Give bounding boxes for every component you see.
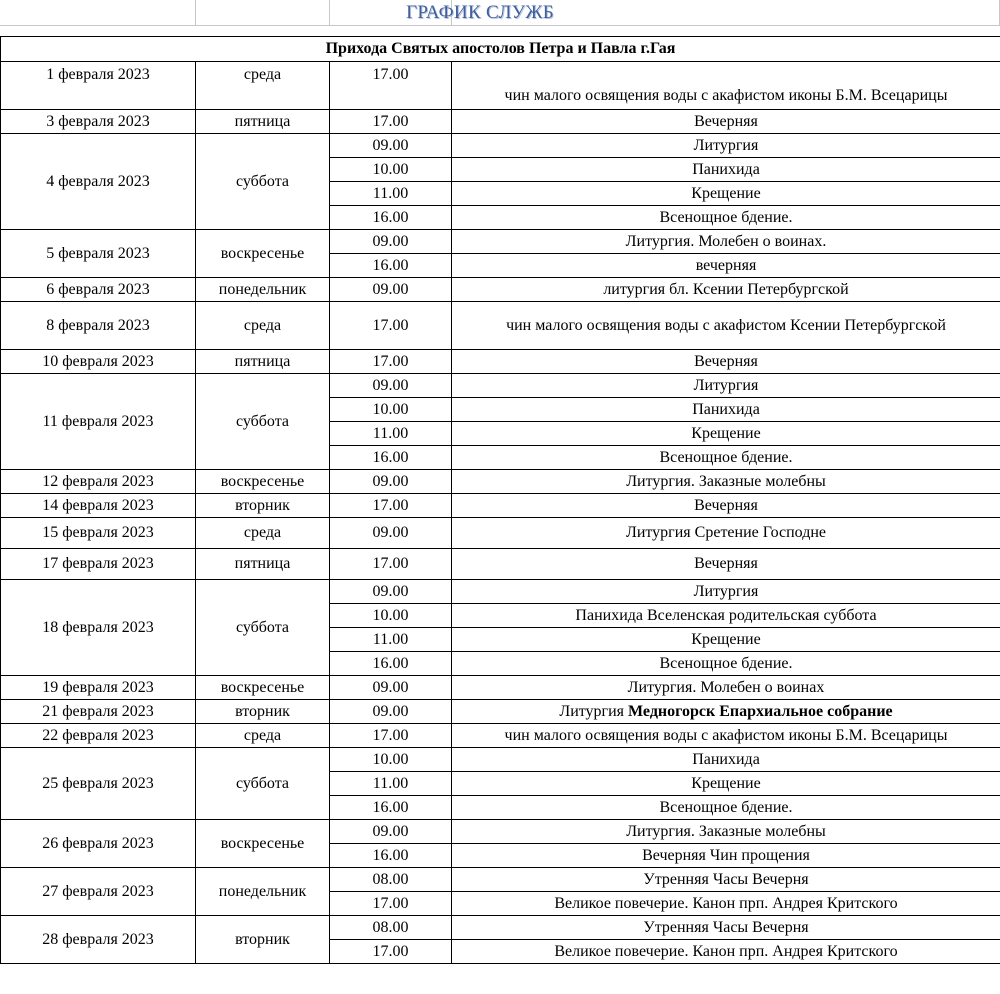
time-cell: 09.00 — [330, 278, 452, 302]
service-cell — [452, 748, 1000, 772]
time-cell: 09.00 — [330, 374, 452, 398]
service-cell — [452, 182, 1000, 206]
schedule-row — [1, 820, 1000, 844]
schedule-row — [1, 230, 1000, 254]
service-cell — [452, 940, 1000, 964]
time-cell: 17.00 — [330, 350, 452, 374]
time-cell: 08.00 — [330, 916, 452, 940]
weekday-cell: понедельник — [196, 278, 330, 302]
time-cell: 11.00 — [330, 182, 452, 206]
service-cell — [452, 446, 1000, 470]
service-text: Литургия Сретение Господне — [625, 524, 827, 541]
date-cell: 6 февраля 2023 — [1, 278, 196, 302]
service-cell — [452, 796, 1000, 820]
date-cell: 8 февраля 2023 — [1, 302, 196, 350]
service-text: Вечерняя — [694, 112, 758, 130]
service-text: Панихида — [692, 160, 760, 178]
date-cell: 10 февраля 2023 — [1, 350, 196, 374]
service-cell — [452, 494, 1000, 518]
service-text: чин малого освящения воды с акафистом иконы Б.М. Всецарицы — [504, 87, 948, 104]
schedule-row — [1, 549, 1000, 580]
service-cell — [452, 676, 1000, 700]
weekday-cell: воскресенье — [196, 470, 330, 494]
service-text: Литургия — [693, 136, 759, 154]
time-cell: 11.00 — [330, 772, 452, 796]
time-cell: 10.00 — [330, 748, 452, 772]
date-cell: 4 февраля 2023 — [1, 134, 196, 230]
service-cell — [452, 604, 1000, 628]
service-cell — [452, 724, 1000, 748]
service-cell — [452, 158, 1000, 182]
date-cell: 26 февраля 2023 — [1, 820, 196, 868]
service-cell — [452, 549, 1000, 580]
date-cell: 5 февраля 2023 — [1, 230, 196, 278]
time-cell: 16.00 — [330, 652, 452, 676]
weekday-cell: суббота — [196, 134, 330, 230]
time-cell: 09.00 — [330, 518, 452, 549]
schedule-row — [1, 748, 1000, 772]
schedule-row — [1, 700, 1000, 724]
service-text: Вечерняя — [694, 496, 758, 514]
date-cell: 22 февраля 2023 — [1, 724, 196, 748]
time-cell: 16.00 — [330, 844, 452, 868]
service-cell — [452, 820, 1000, 844]
schedule-row — [1, 374, 1000, 398]
weekday-cell: пятница — [196, 350, 330, 374]
grid-line — [0, 25, 1000, 26]
schedule-row — [1, 916, 1000, 940]
date-cell: 21 февраля 2023 — [1, 700, 196, 724]
service-cell — [452, 206, 1000, 230]
weekday-cell: вторник — [196, 700, 330, 724]
schedule-row — [1, 470, 1000, 494]
time-cell: 17.00 — [330, 62, 452, 110]
service-text: Панихида — [692, 750, 760, 768]
document-title: ГРАФИК СЛУЖБ — [406, 2, 554, 23]
service-cell — [452, 302, 1000, 350]
schedule-table — [0, 36, 1000, 964]
time-cell: 16.00 — [330, 206, 452, 230]
service-cell — [452, 350, 1000, 374]
sheet-header — [0, 0, 1000, 26]
service-text: Крещение — [691, 630, 761, 648]
time-cell: 10.00 — [330, 604, 452, 628]
time-cell: 17.00 — [330, 892, 452, 916]
service-text: чин малого освящения воды с акафистом Ксении Петербургской — [506, 316, 946, 334]
time-cell: 09.00 — [330, 676, 452, 700]
service-cell — [452, 62, 1000, 110]
schedule-row — [1, 62, 1000, 110]
time-cell: 09.00 — [330, 820, 452, 844]
service-text: Вечерняя — [694, 555, 758, 572]
service-cell — [452, 422, 1000, 446]
weekday-cell: суббота — [196, 748, 330, 820]
time-cell: 09.00 — [330, 230, 452, 254]
date-cell: 3 февраля 2023 — [1, 110, 196, 134]
service-cell — [452, 134, 1000, 158]
schedule-row — [1, 494, 1000, 518]
service-cell — [452, 916, 1000, 940]
time-cell: 09.00 — [330, 700, 452, 724]
time-cell: 09.00 — [330, 470, 452, 494]
time-cell: 09.00 — [330, 134, 452, 158]
time-cell: 10.00 — [330, 398, 452, 422]
schedule-row — [1, 580, 1000, 604]
service-cell — [452, 278, 1000, 302]
service-text: Великое повечерие. Канон прп. Андрея Критского — [554, 894, 898, 912]
service-cell — [452, 868, 1000, 892]
time-cell: 16.00 — [330, 254, 452, 278]
service-cell — [452, 700, 1000, 724]
schedule-row — [1, 302, 1000, 350]
service-cell — [452, 470, 1000, 494]
service-text: Литургия. Молебен о воинах. — [625, 232, 827, 250]
service-cell — [452, 772, 1000, 796]
service-text: Крещение — [691, 184, 761, 202]
weekday-cell: среда — [196, 62, 330, 110]
time-cell: 17.00 — [330, 494, 452, 518]
service-text: Всенощное бдение. — [659, 654, 793, 672]
date-cell: 11 февраля 2023 — [1, 374, 196, 470]
time-cell: 17.00 — [330, 110, 452, 134]
parish-name: Прихода Святых апостолов Петра и Павла г.Гая — [1, 37, 1000, 62]
weekday-cell: среда — [196, 518, 330, 549]
service-text: Литургия — [559, 702, 629, 720]
service-text: Всенощное бдение. — [659, 208, 793, 226]
service-text: Литургия. Заказные молебны — [626, 822, 826, 840]
service-text: Всенощное бдение. — [659, 448, 793, 466]
weekday-cell: воскресенье — [196, 676, 330, 700]
date-cell: 12 февраля 2023 — [1, 470, 196, 494]
service-text: Литургия — [693, 582, 759, 600]
weekday-cell: вторник — [196, 916, 330, 964]
time-cell: 09.00 — [330, 580, 452, 604]
schedule-body — [1, 37, 1000, 964]
date-cell: 19 февраля 2023 — [1, 676, 196, 700]
date-cell: 25 февраля 2023 — [1, 748, 196, 820]
weekday-cell: суббота — [196, 374, 330, 470]
service-text: Литургия. Заказные молебны — [626, 472, 826, 490]
time-cell: 17.00 — [330, 302, 452, 350]
date-cell: 27 февраля 2023 — [1, 868, 196, 916]
service-text: Вечерняя Чин прощения — [642, 846, 810, 864]
service-cell — [452, 652, 1000, 676]
weekday-cell: среда — [196, 302, 330, 350]
time-cell: 17.00 — [330, 940, 452, 964]
schedule-row — [1, 868, 1000, 892]
service-text: вечерняя — [695, 256, 757, 274]
weekday-cell: воскресенье — [196, 820, 330, 868]
weekday-cell: пятница — [196, 549, 330, 580]
service-text: Утренняя Часы Вечерня — [643, 918, 809, 936]
service-text: Крещение — [691, 424, 761, 442]
time-cell: 16.00 — [330, 446, 452, 470]
grid-line — [195, 0, 196, 26]
service-cell — [452, 628, 1000, 652]
schedule-row — [1, 724, 1000, 748]
service-text-bold: Медногорск Епархиальное собрание — [628, 702, 893, 720]
parish-row — [1, 37, 1000, 62]
service-cell — [452, 844, 1000, 868]
weekday-cell: среда — [196, 724, 330, 748]
weekday-cell: пятница — [196, 110, 330, 134]
service-cell — [452, 230, 1000, 254]
service-text: Утренняя Часы Вечерня — [643, 870, 809, 888]
service-text: чин малого освящения воды с акафистом иконы Б.М. Всецарицы — [504, 726, 948, 744]
time-cell: 08.00 — [330, 868, 452, 892]
date-cell: 14 февраля 2023 — [1, 494, 196, 518]
service-cell — [452, 398, 1000, 422]
service-text: Крещение — [691, 774, 761, 792]
service-text: Панихида — [692, 400, 760, 418]
service-cell — [452, 518, 1000, 549]
schedule-row — [1, 134, 1000, 158]
service-cell — [452, 580, 1000, 604]
date-cell: 1 февраля 2023 — [1, 62, 196, 110]
time-cell: 11.00 — [330, 628, 452, 652]
date-cell: 17 февраля 2023 — [1, 549, 196, 580]
date-cell: 28 февраля 2023 — [1, 916, 196, 964]
time-cell: 17.00 — [330, 724, 452, 748]
service-cell — [452, 110, 1000, 134]
schedule-row — [1, 110, 1000, 134]
schedule-row — [1, 676, 1000, 700]
schedule-row — [1, 278, 1000, 302]
service-text: Великое повечерие. Канон прп. Андрея Критского — [554, 942, 898, 960]
time-cell: 11.00 — [330, 422, 452, 446]
schedule-row — [1, 350, 1000, 374]
date-cell: 15 февраля 2023 — [1, 518, 196, 549]
date-cell: 18 февраля 2023 — [1, 580, 196, 676]
weekday-cell: суббота — [196, 580, 330, 676]
service-text: Панихида Вселенская родительская суббота — [575, 606, 877, 624]
service-cell — [452, 254, 1000, 278]
weekday-cell: вторник — [196, 494, 330, 518]
service-text: Вечерняя — [694, 352, 758, 370]
weekday-cell: воскресенье — [196, 230, 330, 278]
service-text: Всенощное бдение. — [659, 798, 793, 816]
service-text: Литургия — [693, 376, 759, 394]
time-cell: 17.00 — [330, 549, 452, 580]
weekday-cell: понедельник — [196, 868, 330, 916]
time-cell: 10.00 — [330, 158, 452, 182]
service-cell — [452, 892, 1000, 916]
service-text: литургия бл. Ксении Петербургской — [603, 280, 849, 298]
service-cell — [452, 374, 1000, 398]
schedule-row — [1, 518, 1000, 549]
time-cell: 16.00 — [330, 796, 452, 820]
service-text: Литургия. Молебен о воинах — [627, 678, 825, 696]
